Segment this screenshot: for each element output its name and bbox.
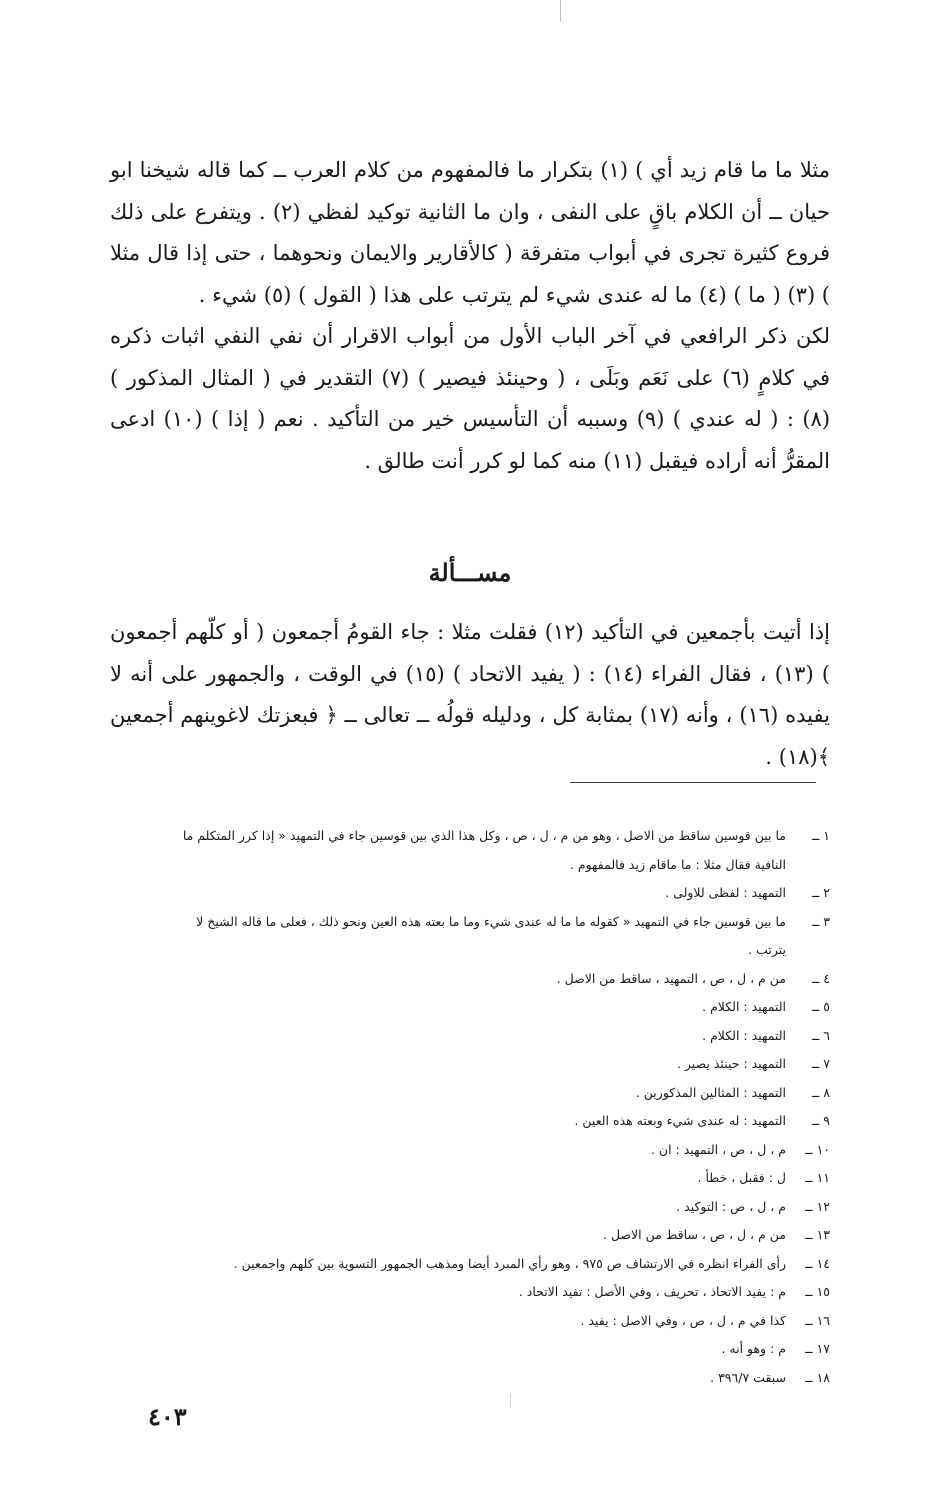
footnote-text-line: التمهيد : لفظى للاولى . — [665, 885, 786, 900]
footnote-text — [110, 1136, 786, 1165]
body-paragraph-1: مثلا ما ما قام زيد أي ) (١) بتكرار ما فالمفهوم من كلام العرب ــ كما قاله شيخنا ابو حيان ــ أن الكلام باقٍ على النفى ، وان ما الثانية توكيد لفظي (٢) . ويتفرع على ذلك فروع كثيرة تجرى في أبواب متفرقة ( كالأقارير والايمان ونحوهما ، حتى إذا قال مثلا ) (٣) ( ما ) (٤) ما له عندى شيء لم يترتب على هذا ( القول ) (٥) شيء . — [110, 158, 830, 307]
footnote-continuation: يترتب . — [748, 942, 786, 957]
footnote-text-line: من م ، ل ، ص ، ساقط من الاصل . — [603, 1227, 786, 1242]
footnote-item — [110, 1022, 830, 1051]
footnote-number: ١٣ ــ — [805, 1227, 830, 1242]
footnote-number: ٧ ــ — [811, 1056, 830, 1071]
footnote-item — [110, 1307, 830, 1336]
footnote-number: ٥ ــ — [811, 999, 830, 1014]
footnote-text — [110, 1107, 786, 1136]
footnote-text — [110, 1278, 786, 1307]
footnote-text-line: ما بين قوسين جاء في التمهيد « كقوله ما ما له عندى شيء وما ما بعته هذه العين ونحو ذلك ، فعلى ما قاله الشيخ لا — [196, 913, 786, 929]
section-heading-text: مســـألة — [428, 558, 512, 587]
body-paragraph-2: لكن ذكر الرافعي في آخر الباب الأول من أبواب الاقرار أن نفي النفي اثبات ذكره في كلامٍ (٦) على نَعَم وبَلَى ، ( وحينئذ فيصير ) (٧) التقدير في ( المثال المذكور ) (٨) : ( له عندي ) (٩) وسببه أن التأسيس خير من التأكيد . نعم ( إذا ) (١٠) ادعى المقرُّ أنه أراده فيقبل (١١) منه كما لو كرر أنت طالق . — [110, 324, 831, 473]
footnotes-list — [110, 822, 830, 1392]
footnote-text-line: ل : فقبل ، خطأ . — [697, 1170, 786, 1185]
footnote-text — [110, 1364, 786, 1393]
footnote-text-line: كذا في م ، ل ، ص ، وفي الاصل : يفيد . — [580, 1312, 786, 1328]
footnote-text — [110, 1079, 786, 1108]
footnote-text-line: من م ، ل ، ص ، التمهيد ، ساقط من الاصل . — [556, 970, 786, 986]
footnote-text-line: التمهيد : المثالين المذكورين . — [635, 1084, 786, 1100]
footnote-text — [110, 1164, 786, 1193]
footnote-text — [110, 822, 786, 879]
footnote-number: ٤ ــ — [811, 970, 830, 986]
footnote-continuation: النافية فقال مثلا : ما ماقام زيد فالمفهوم . — [569, 856, 786, 872]
footnote-number: ١٧ ــ — [805, 1341, 830, 1356]
footnote-number: ١٦ ــ — [805, 1312, 830, 1328]
footnote-number: ١٤ ــ — [805, 1255, 830, 1271]
footnote-number: ٢ ــ — [811, 885, 830, 900]
footnote-item — [110, 1107, 830, 1136]
footnote-number: ٩ ــ — [811, 1113, 830, 1128]
footnote-text-line: م ، ل ، ص : التوكيد . — [676, 1198, 786, 1214]
footnote-item — [110, 879, 830, 908]
footnote-number: ٨ ــ — [811, 1084, 830, 1100]
top-crop-mark — [560, 0, 561, 22]
footnote-text-line: ما بين قوسين ساقط من الاصل ، وهو من م ، ل ، ص ، وكل هذا الذي بين قوسين جاء في التمهيد « إذا كرر المتكلم ما — [182, 828, 786, 843]
footnote-item — [110, 1364, 830, 1393]
section-body — [110, 612, 830, 778]
footnote-item — [110, 822, 830, 879]
footnote-number: ١٢ ــ — [805, 1198, 830, 1214]
footnote-item — [110, 1164, 830, 1193]
footnote-text — [110, 1050, 786, 1079]
footnote-text-line: التمهيد : الكلام . — [702, 999, 786, 1014]
footnote-text — [110, 993, 786, 1022]
section-paragraph: إذا أتيت بأجمعين في التأكيد (١٢) فقلت مثلا : جاء القومُ أجمعون ( أو كلّهم أجمعون ) (١٣) ، فقال الفراء (١٤) : ( يفيد الاتحاد ) (١٥) في الوقت ، والجمهور على أنه لا يفيده (١٦) ، وأنه (١٧) بمثابة كل ، ودليله قولُه ــ تعالى ــ ﴿ فبعزتك لاغوينهم أجمعين ﴾(١٨) . — [110, 620, 831, 769]
footnote-item — [110, 1079, 830, 1108]
footnote-item — [110, 1050, 830, 1079]
footnote-item — [110, 1136, 830, 1165]
footnote-text-line: التمهيد : حينئذ يصير . — [676, 1056, 786, 1071]
footnote-text — [110, 1193, 786, 1222]
footnote-item — [110, 1278, 830, 1307]
footnote-item — [110, 993, 830, 1022]
footnote-text-line: التمهيد : له عندى شيء وبعته هذه العين . — [574, 1113, 786, 1128]
footnote-text — [110, 1022, 786, 1051]
section-heading — [110, 558, 830, 587]
footnote-text-line: التمهيد : الكلام . — [702, 1027, 786, 1043]
footnote-item — [110, 1193, 830, 1222]
footnote-item — [110, 908, 830, 965]
footnote-number: ١٥ ــ — [805, 1284, 830, 1299]
footnote-text-line: م : وهو أنه . — [721, 1341, 786, 1356]
footnote-text-line: سبقت ٣٩٦/٧ . — [710, 1369, 786, 1385]
footnote-text-line: م ، ل ، ص ، التمهيد : ان . — [650, 1141, 786, 1157]
footnote-number: ١١ ــ — [805, 1170, 830, 1185]
footnote-text — [110, 1335, 786, 1364]
main-text — [110, 150, 830, 482]
footnote-text — [110, 1250, 786, 1279]
footnote-separator — [570, 782, 816, 783]
bottom-crop-mark — [510, 1394, 511, 1408]
footnote-text — [110, 1221, 786, 1250]
footnote-item — [110, 1250, 830, 1279]
footnote-number: ١ ــ — [811, 828, 830, 843]
footnote-text-line: م : يفيد الاتحاذ ، تحريف ، وفي الأصل : تفيد الاتحاد . — [518, 1284, 786, 1299]
footnote-text — [110, 965, 786, 994]
footnote-number: ٦ ــ — [811, 1027, 830, 1043]
footnote-text — [110, 908, 786, 965]
footnote-number: ٣ ــ — [811, 913, 830, 929]
footnote-item — [110, 1221, 830, 1250]
footnote-text — [110, 879, 786, 908]
footnote-number: ١٠ ــ — [805, 1141, 830, 1157]
footnote-text — [110, 1307, 786, 1336]
footnote-item — [110, 965, 830, 994]
footnote-item — [110, 1335, 830, 1364]
footnote-text-line: رأى الفراء انظره في الارتشاف ص ٩٧٥ ، وهو رأي المبرد أيضا ومذهب الجمهور التسوية بين كلهم واجمعين . — [233, 1255, 786, 1271]
page-number: ٤٠٣ — [148, 1402, 187, 1431]
footnote-number: ١٨ ــ — [805, 1369, 830, 1385]
